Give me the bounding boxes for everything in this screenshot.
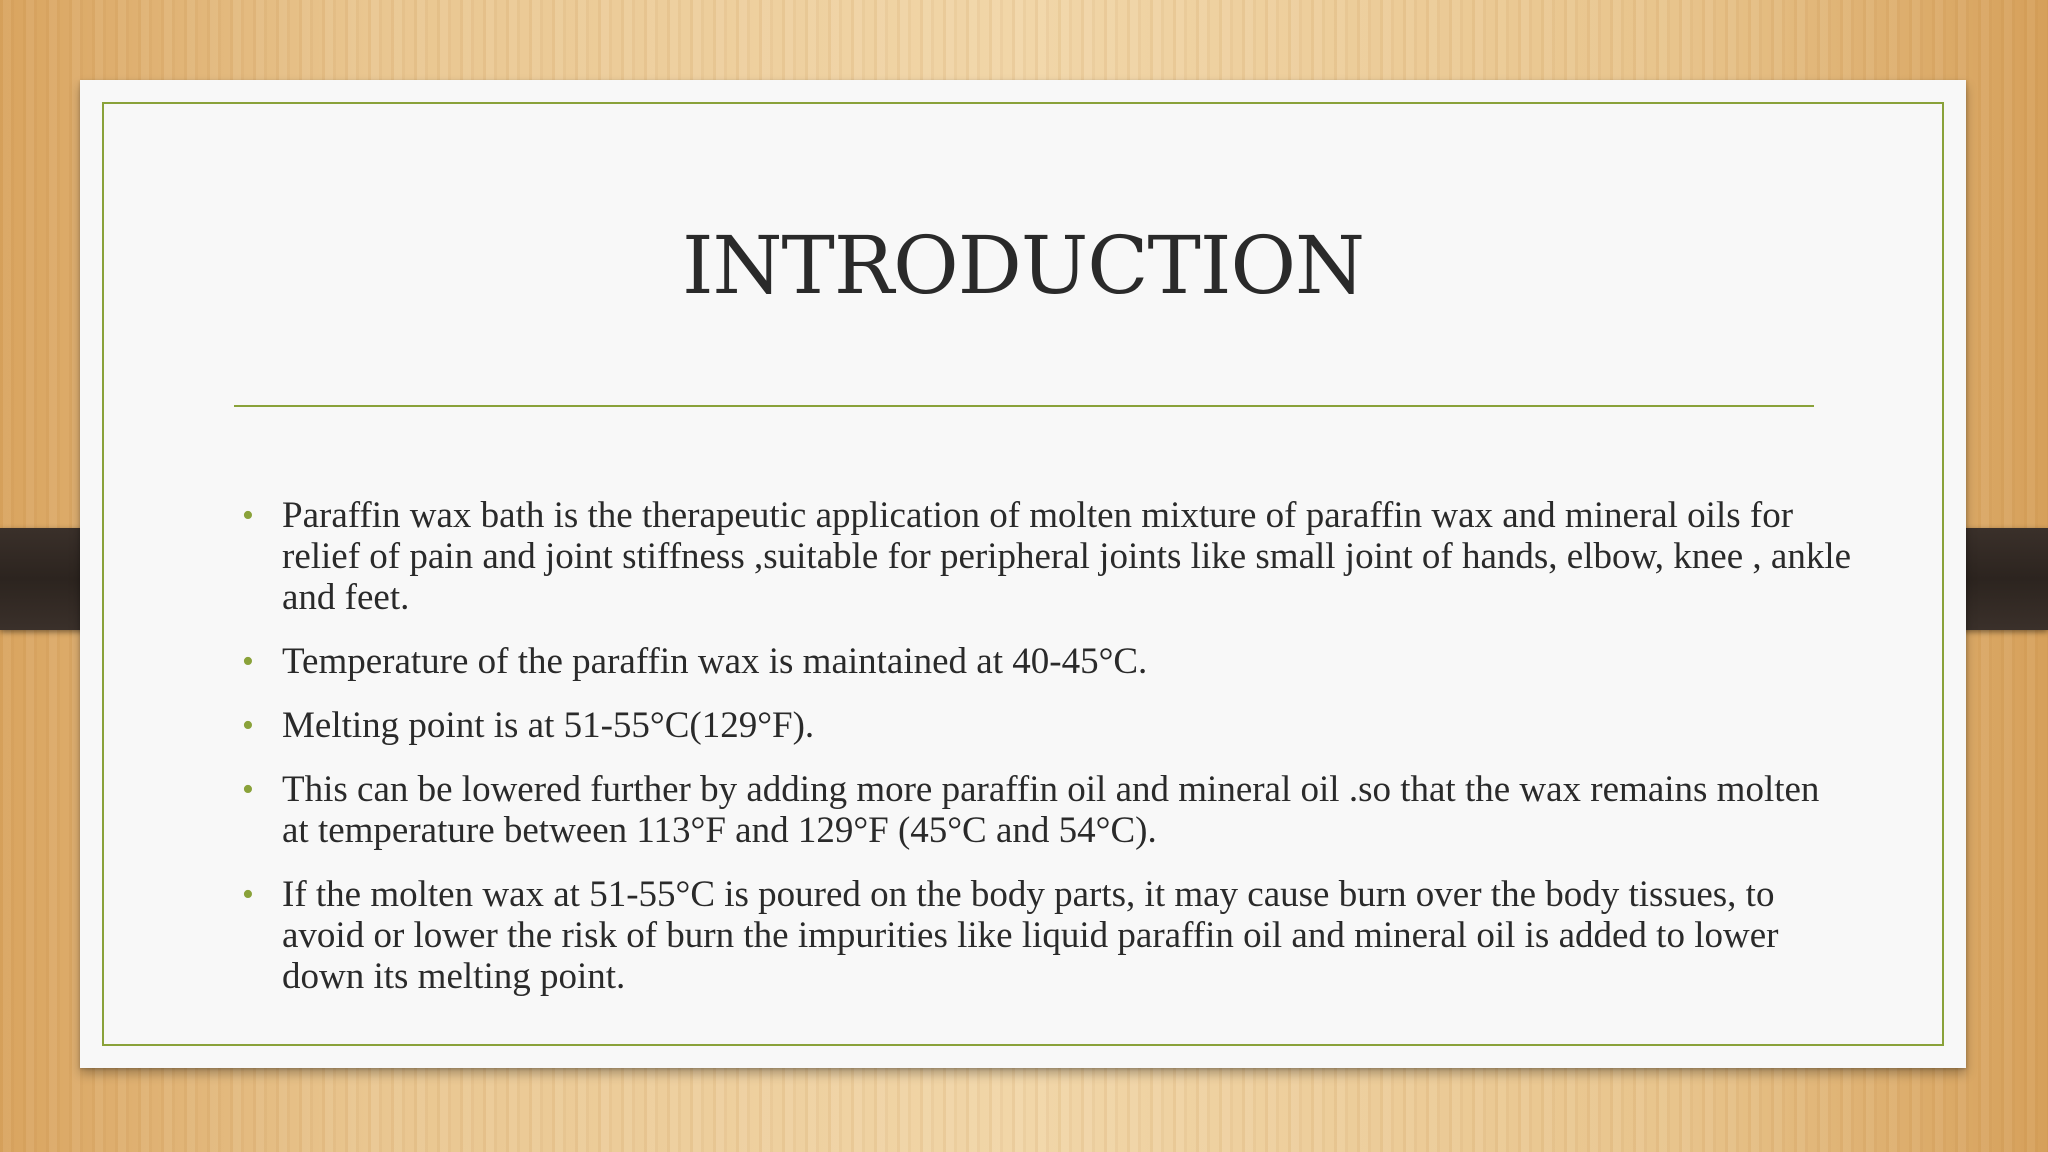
bullet-dot-icon: • [242,497,254,534]
slide-title: INTRODUCTION [681,219,1365,312]
slide-paper [80,80,1966,1068]
bullet-item [212,769,1852,851]
title-divider [234,405,1814,407]
bullet-item [212,705,1852,746]
bullet-text: If the molten wax at 51-55°C is poured on the body parts, it may cause burn over the body tissues, to avoid or lower the risk of burn the impurities like liquid paraffin oil and mineral oil is added to lower down its melting point. [282,874,1779,997]
bullet-text: This can be lowered further by adding more paraffin oil and mineral oil .so that the wax remains molten at temperature between 113°F and 129°F (45°C and 54°C). [282,769,1820,851]
bullet-item [212,495,1852,618]
bullet-text: Melting point is at 51-55°C(129°F). [282,705,815,746]
bullet-item [212,874,1852,997]
bullet-dot-icon: • [242,643,254,680]
bullet-dot-icon: • [242,771,254,808]
bullet-dot-icon: • [242,876,254,913]
bullet-dot-icon: • [242,707,254,744]
bullet-text: Paraffin wax bath is the therapeutic application of molten mixture of paraffin wax and mineral oils for relief of pain and joint stiffness ,suitable for peripheral joints like small joint of hands, elbow, knee , ankle and feet. [282,495,1852,618]
bullet-text: Temperature of the paraffin wax is maintained at 40-45°C. [282,641,1148,682]
bullet-list [212,495,1852,1020]
bullet-item [212,641,1852,682]
